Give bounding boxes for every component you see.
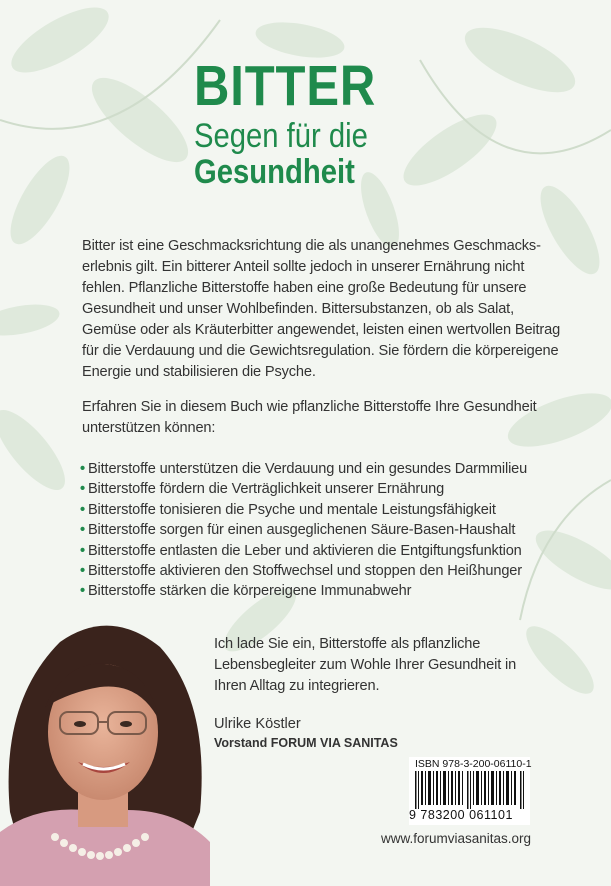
bullet-icon: • xyxy=(80,461,85,477)
bullet-icon: • xyxy=(80,522,85,539)
invitation-text: Ich lade Sie ein, Bitterstoffe als pflanzliche Lebensbegleiter zum Wohle Ihrer Gesundheit in Ihren Alltag zu integrieren. xyxy=(214,636,517,694)
website-link[interactable]: www.forumviasanitas.org xyxy=(381,831,532,846)
isbn-number: ISBN 978-3-200-06110-1 xyxy=(415,758,532,770)
author-role: Vorstand FORUM VIA SANITAS xyxy=(214,736,398,750)
list-item: • Bitterstoffe unterstützen die Verdauung und ein gesundes Darmmilieu xyxy=(80,461,528,477)
list-item: • Bitterstoffe stärken die körpereigene Immunabwehr xyxy=(80,583,412,600)
list-item: • Bitterstoffe tonisieren die Psyche und mentale Leistungsfähigkeit xyxy=(80,501,496,518)
bullet-icon: • xyxy=(80,563,85,580)
lead-paragraph: Erfahren Sie in diesem Buch wie pflanzliche Bitterstoffe Ihre Gesundheit unterstützen können: xyxy=(82,399,537,436)
intro-paragraph: Bitter ist eine Geschmacksrichtung die als unangenehmes Geschmacks-erlebnis gilt. Ein bitterer Anteil sollte jedoch in unserer Ernährung nicht fehlen. Pflanzliche Bitterstoffe haben eine große Bedeutung für unsere Gesundheit und unser Wohlbefinden. Bittersubstanzen, ob als Salat, Gemüse oder als Kräuterbitter angewendet, leisten einen wertvollen Beitrag für die Verdauung und die Gewichtsregulation. Sie fördern die körpereigene Energie und stabilisieren die Psyche. xyxy=(82,238,561,380)
bullet-icon: • xyxy=(80,501,85,518)
list-item: • Bitterstoffe entlasten die Leber und aktivieren die Entgiftungsfunktion xyxy=(80,542,522,559)
bullet-icon: • xyxy=(80,481,85,498)
list-item: • Bitterstoffe aktivieren den Stoffwechsel und stoppen den Heißhunger xyxy=(80,563,522,580)
author-portrait xyxy=(0,612,210,886)
book-title xyxy=(194,54,406,191)
title-line-3: Gesundheit xyxy=(194,153,355,191)
author-name: Ulrike Köstler xyxy=(214,716,301,732)
barcode-number: 9 783200 061101 xyxy=(409,808,513,822)
bullet-icon: • xyxy=(80,583,85,600)
title-line-1: BITTER xyxy=(194,54,377,118)
bullet-icon: • xyxy=(80,542,85,559)
barcode-bars xyxy=(415,771,525,809)
benefits-list xyxy=(80,459,527,602)
list-item: • Bitterstoffe sorgen für einen ausgeglichenen Säure-Basen-Haushalt xyxy=(80,522,516,539)
title-line-2: Segen für die xyxy=(194,117,368,155)
list-item: • Bitterstoffe fördern die Verträglichkeit unserer Ernährung xyxy=(80,481,445,498)
